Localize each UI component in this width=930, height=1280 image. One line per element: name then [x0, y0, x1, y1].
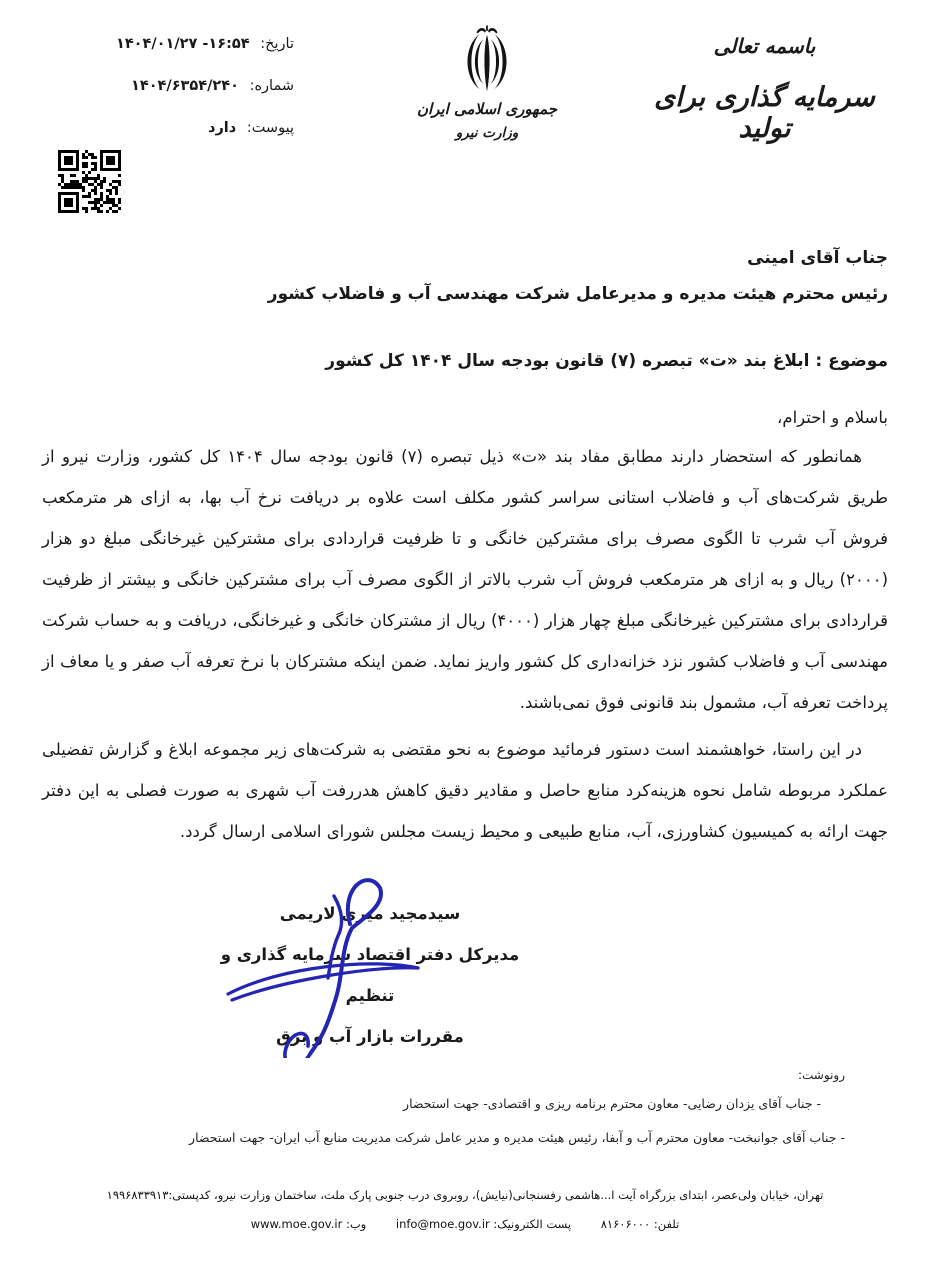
cc-label: رونوشت:	[797, 1068, 845, 1082]
number-label: شماره:	[249, 78, 294, 94]
government-name: جمهوری اسلامی ایران	[416, 100, 558, 118]
email-label: پست الکترونیک:	[493, 1217, 572, 1231]
ministry-name: وزارت نیرو	[455, 125, 519, 141]
footer-contact	[0, 1217, 930, 1231]
cc-item: - جناب آقای جوانبخت- معاون محترم آب و آبفا، رئیس هیئت مدیره و مدیر عامل شرکت مدیریت منابع آب ایران- جهت استحضار	[189, 1130, 845, 1145]
footer-phone	[584, 1217, 692, 1231]
email-value: info@moe.gov.ir	[395, 1217, 490, 1231]
letterhead-right	[627, 34, 902, 144]
body-paragraph-1: همانطور که استحضار دارند مطابق مفاد بند «ت» ذیل تبصره (۷) قانون بودجه سال ۱۴۰۴ کل کشور، وزارت نیرو از طریق شرکت‌های آب و فاضلاب استانی سراسر کشور مکلف است علاوه بر دریافت نرخ آب بها، به ازای هر مترمکعب فروش آب شرب تا الگوی مصرف برای مشترکین خانگی و تا ظرفیت قراردادی برای مشترکین غیرخانگی مبلغ دو هزار (۲۰۰۰) ریال و به ازای هر مترمکعب فروش آب شرب بالاتر از الگوی مصرف آب برای مشترکین خانگی و بیشتر از ظرفیت قراردادی برای مشترکین غیرخانگی مبلغ چهار هزار (۴۰۰۰) ریال از مشترکان خانگی و غیرخانگی، دریافت و به حساب شرکت مهندسی آب و فاضلاب کشور نزد خزانه‌داری کل کشور واریز نماید. ضمن اینکه مشترکان با نرخ تعرفه آب صفر و یا معاف از پرداخت تعرفه آب، مشمول بند قانونی فوق نمی‌باشند.	[42, 447, 888, 712]
date-label: تاریخ:	[260, 36, 294, 52]
letter-number-row	[36, 78, 294, 94]
letter-meta-block	[36, 36, 294, 162]
letter-date-row	[36, 36, 294, 52]
footer-email	[379, 1217, 584, 1231]
handwritten-signature	[222, 866, 422, 1058]
phone-label: تلفن:	[653, 1217, 680, 1231]
subject-line: موضوع : ابلاغ بند «ت» تبصره (۷) قانون بودجه سال ۱۴۰۴ کل کشور	[325, 351, 888, 371]
besmele-text: باسمه تعالی	[713, 34, 816, 58]
year-slogan-text: سرمایه گذاری برای تولید	[654, 82, 875, 144]
recipient-name: جناب آقای امینی	[747, 248, 888, 268]
letterhead-center	[403, 24, 571, 141]
phone-value: ۸۱۶۰۶۰۰۰	[600, 1217, 651, 1231]
web-value: www.moe.gov.ir	[250, 1217, 343, 1231]
attachment-value: دارد	[208, 120, 237, 136]
signer-title-line1: مدیرکل دفتر اقتصاد سرمایه گذاری و تنظیم	[220, 945, 520, 1005]
footer-website	[238, 1217, 380, 1231]
letter-attachment-row	[36, 120, 294, 136]
iran-emblem-icon	[403, 24, 571, 96]
web-label: وب:	[345, 1217, 367, 1231]
attachment-label: پیوست:	[246, 120, 294, 136]
body-paragraph-2: در این راستا، خواهشمند است دستور فرمائید موضوع به نحو مقتضی به شرکت‌های زیر مجموعه ابلاغ و گزارش تفضیلی عملکرد مربوطه شامل نحوه هزینه‌کرد منابع حاصل و مقادیر دقیق کاهش هدررفت آب شهری به صورت فصلی به این دفتر جهت ارائه به کمیسیون کشاورزی، آب، منابع طبیعی و محیط زیست مجلس شورای اسلامی ارسال گردد.	[42, 740, 888, 841]
number-value: ۱۴۰۴/۶۳۵۴/۲۴۰	[131, 78, 239, 94]
footer-address: تهران، خیابان ولی‌عصر، ابتدای بزرگراه آیت ا...هاشمی رفسنجانی(نیایش)، روبروی درب جنوبی پارک ملت، ساختمان وزارت نیرو، کدپستی:۱۹۹۶۸۳۳۹۱۳	[106, 1188, 824, 1202]
letter-footer	[0, 1188, 930, 1231]
cc-block	[85, 1068, 845, 1146]
qr-code	[58, 150, 121, 213]
cc-item: - جناب آقای یزدان رضایی- معاون محترم برنامه ریزی و اقتصادی- جهت استحضار	[403, 1096, 821, 1111]
recipient-title: رئیس محترم هیئت مدیره و مدیرعامل شرکت مهندسی آب و فاضلاب کشور	[267, 284, 888, 304]
salutation: باسلام و احترام،	[777, 408, 888, 427]
date-value: ۱۴۰۴/۰۱/۲۷ -۱۶:۵۴	[115, 36, 250, 52]
signer-title-line2: مقررات بازار آب و برق	[276, 1027, 464, 1046]
letter-content	[42, 240, 888, 852]
signer-name: سیدمجید میری لاریمی	[279, 904, 461, 923]
